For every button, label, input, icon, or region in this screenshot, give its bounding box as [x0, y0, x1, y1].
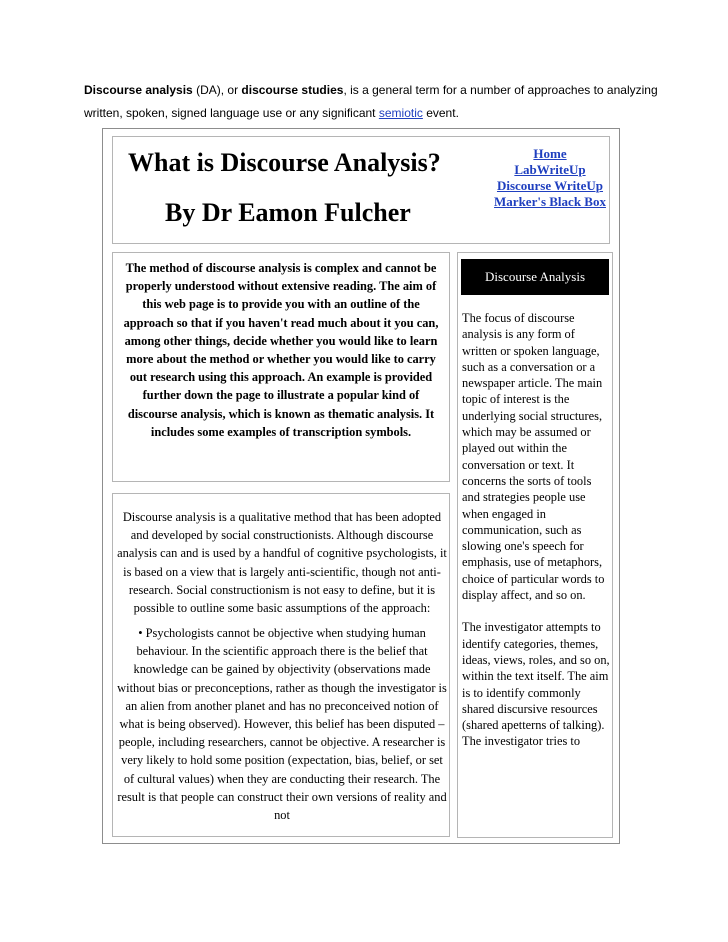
nav-link-home[interactable]: Home [533, 146, 567, 161]
page-title: What is Discourse Analysis? [128, 148, 441, 177]
sidebar-cell [457, 252, 613, 838]
summary-text: The method of discourse analysis is complex and cannot be properly understood without extensive reading. The aim of this web page is to provide you with an outline of the approach so that if you haven't read much about it you can, among other things, decide whether you would like to learn more about the method or whether you would like to carry out research using this approach. An example is provided further down the page to illustrate a popular kind of discourse analysis, which is known as thematic analysis. It includes some examples of transcription symbols. [123, 261, 439, 439]
nav-links [482, 146, 618, 210]
author-byline: By Dr Eamon Fulcher [165, 198, 411, 227]
intro-text-end: event. [422, 106, 459, 120]
semiotic-link[interactable]: semiotic [378, 106, 423, 120]
body-paragraph-1: Discourse analysis is a qualitative method that has been adopted and developed by social constructionists. Although discourse analysis can and is used by a handful of cognitive psychologists, it is based on a view that is largely anti-scientific, though not anti-research. Social constructionism is not easy to define, but it is possible to outline some basic assumptions of the approach: [117, 510, 447, 616]
sidebar-paragraph-2: The investigator attempts to identify categories, themes, ideas, views, roles, and so on, within the text itself. The aim is to identify commonly shared discursive resources (shared apetterns of talking). The investigator tries to [462, 620, 610, 749]
sidebar-heading: Discourse Analysis [461, 259, 609, 295]
nav-link-labwriteup[interactable]: LabWriteUp [514, 162, 586, 177]
main-content-cell [112, 493, 450, 837]
intro-abbr: (DA), or [192, 83, 242, 97]
sidebar-text [462, 310, 612, 750]
term-discourse-analysis: Discourse analysis [84, 83, 193, 97]
nav-link-markers-black-box[interactable]: Marker's Black Box [494, 194, 606, 209]
nav-link-discourse-writeup[interactable]: Discourse WriteUp [496, 178, 604, 193]
term-discourse-studies: discourse studies [241, 83, 344, 97]
summary-cell [112, 252, 450, 482]
intro-paragraph [84, 79, 664, 125]
intro-text: , is a general term for a number of approaches to analyzing written, spoken, signed language use or any significant [84, 83, 658, 120]
sidebar-paragraph-1: The focus of discourse analysis is any form of written or spoken language, such as a conversation or a newspaper article. The main topic of interest is the underlying social structures, which may be assumed or played out within the conversation or text. It concerns the sorts of tools and strategies people use when engaged in communication, such as slowing one's speech for emphasis, use of metaphors, choice of particular words to display affect, and so on. [462, 311, 605, 603]
body-paragraph-2: • Psychologists cannot be objective when studying human behaviour. In the scientific approach there is the belief that knowledge can be gained by objectivity (observations made without bias or preconceptions, rather as though the investigator is an alien from another planet and has no preconceived notion of what is being observed). However, this belief has been disputed – people, including researchers, cannot be objective. A researcher is very likely to hold some position (expectation, bias, belief, or set of cultural values) when they are conducting their research. The result is that people can construct their own versions of reality and not [117, 626, 447, 823]
